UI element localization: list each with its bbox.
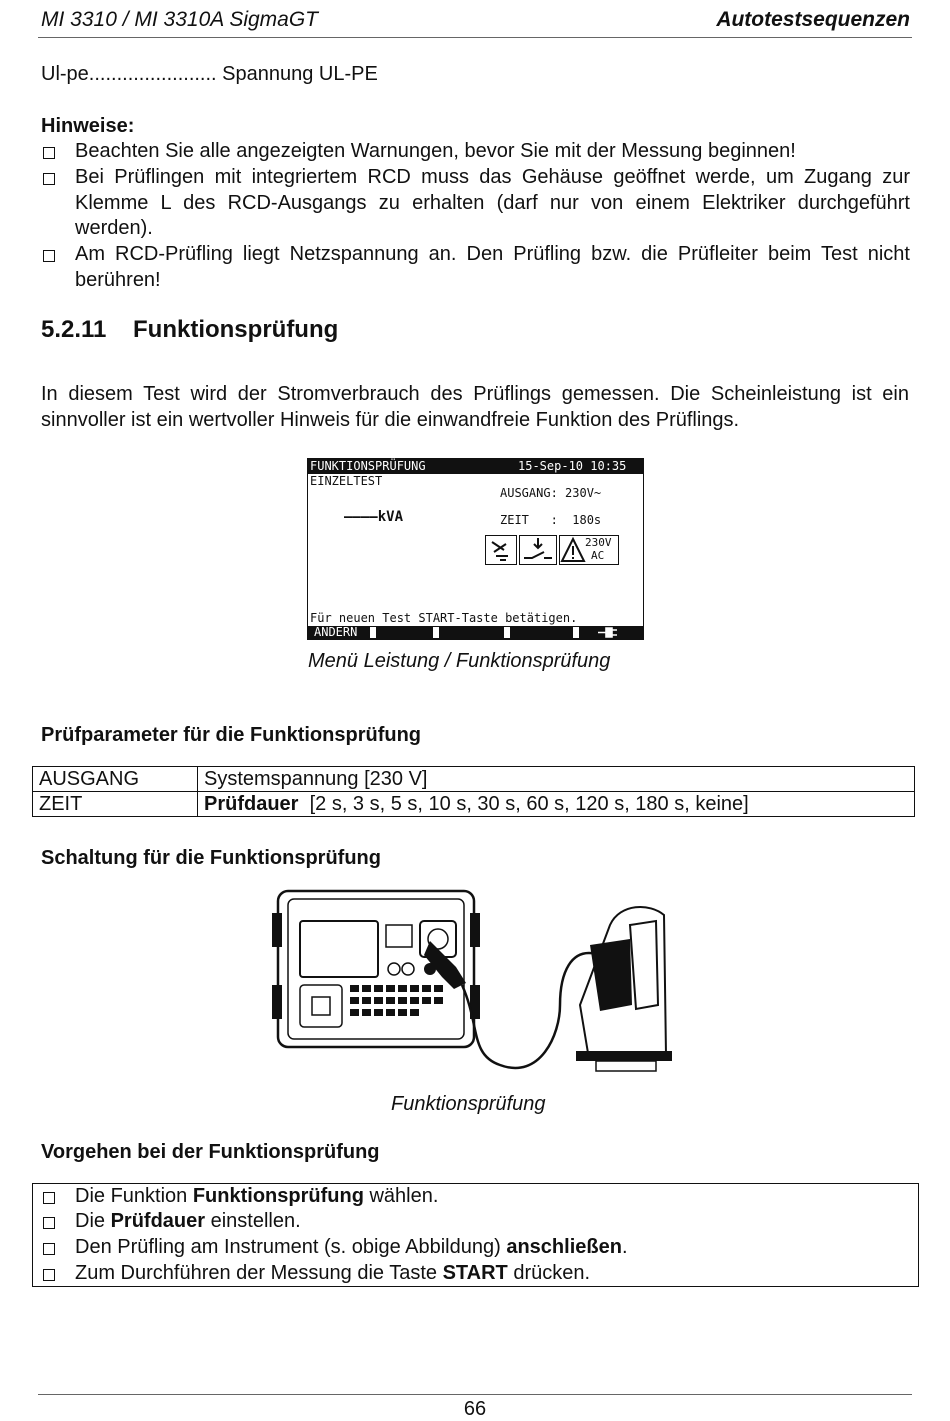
checkbox-bullet-icon <box>43 1192 55 1204</box>
intro-paragraph: In diesem Test wird der Stromverbrauch des Prüflings gemessen. Die Scheinleistung ist ein sinnvoller ist ein wertvoller Hinweis für die einwandfreie Funktion des Prüflings. <box>41 383 909 431</box>
table-row <box>33 792 915 817</box>
lcd-title: FUNKTIONSPRÜFUNG <box>310 459 426 473</box>
param-name: ZEIT <box>33 792 198 817</box>
lcd-reading: ————kVA <box>344 509 404 525</box>
lcd-caption: Menü Leistung / Funktionsprüfung <box>308 650 611 672</box>
page-number: 66 <box>463 1398 487 1420</box>
ulpe-line: Ul-pe....................... Spannung UL-PE <box>41 63 378 85</box>
params-table <box>32 766 915 817</box>
section-title: Funktionsprüfung <box>133 316 339 343</box>
lcd-volt-label: 230V <box>585 536 612 549</box>
circuit-illustration <box>270 885 680 1085</box>
lcd-ac-label: AC <box>591 549 605 562</box>
lcd-title-bar <box>308 459 643 474</box>
lcd-screen <box>307 458 644 640</box>
header-divider <box>38 37 912 38</box>
footer-divider <box>38 1394 912 1395</box>
checkbox-bullet-icon <box>43 1217 55 1229</box>
lcd-footer-label: ÄNDERN <box>314 625 358 639</box>
circuit-title: Schaltung für die Funktionsprüfung <box>41 847 381 869</box>
switch-icon <box>519 535 557 565</box>
header-title: MI 3310 / MI 3310A SigmaGT <box>41 8 319 31</box>
circuit-caption: Funktionsprüfung <box>391 1093 546 1115</box>
checkbox-bullet-icon <box>43 1243 55 1255</box>
voltage-warning-icon <box>559 535 619 565</box>
lcd-time: ZEIT : 180s <box>500 513 602 527</box>
checkbox-bullet-icon <box>43 250 55 262</box>
procedure-title: Vorgehen bei der Funktionsprüfung <box>41 1141 380 1163</box>
section-number: 5.2.11 <box>41 316 107 343</box>
hinweise-title: Hinweise: <box>41 115 135 137</box>
lcd-message: Für neuen Test START-Taste betätigen. <box>310 611 578 625</box>
lcd-datetime: 15-Sep-10 10:35 <box>518 459 627 473</box>
lcd-output: AUSGANG: 230V~ <box>500 486 602 500</box>
params-title: Prüfparameter für die Funktionsprüfung <box>41 724 422 746</box>
param-value: Prüfdauer [2 s, 3 s, 5 s, 10 s, 30 s, 60 s, 120 s, 180 s, keine] <box>198 792 915 817</box>
lcd-footer-bar <box>308 626 643 639</box>
table-row <box>33 767 915 792</box>
lcd-mode: EINZELTEST <box>310 474 383 488</box>
param-name: AUSGANG <box>33 767 198 792</box>
plug-icon <box>596 627 618 638</box>
checkbox-bullet-icon <box>43 173 55 185</box>
checkbox-bullet-icon <box>43 147 55 159</box>
param-value: Systemspannung [230 V] <box>198 767 915 792</box>
header-section: Autotestsequenzen <box>716 8 910 31</box>
checkbox-bullet-icon <box>43 1269 55 1281</box>
probe-warning-icon <box>485 535 517 565</box>
